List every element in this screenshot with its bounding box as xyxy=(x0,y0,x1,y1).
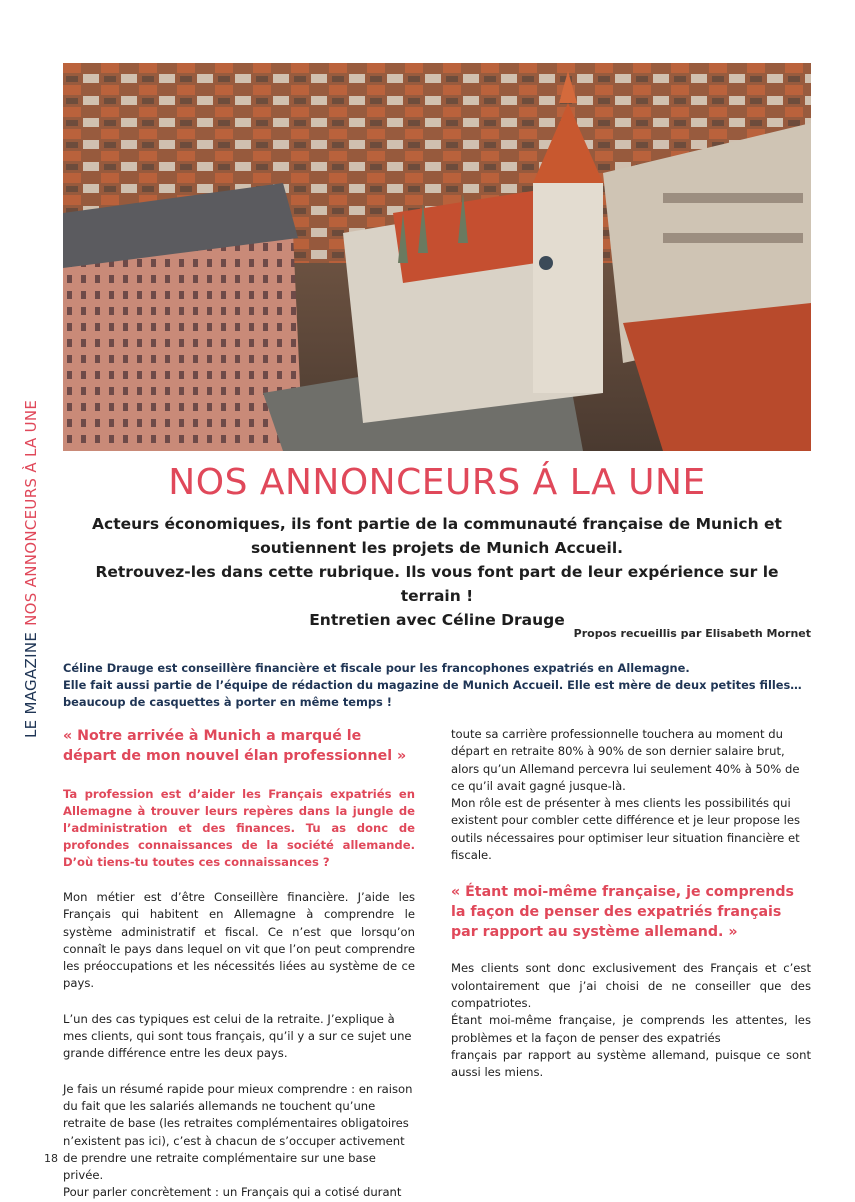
hero-photo xyxy=(63,63,811,451)
side-label-section: NOS ANNONCEURS À LA UNE xyxy=(22,399,40,626)
munich-cityscape-image xyxy=(63,63,811,451)
body-paragraph: français par rapport au système allemand, puisque ce sont aussi les miens. xyxy=(451,1047,811,1080)
body-paragraph: toute sa carrière professionnelle touchera au moment du départ en retraite 80% à 90% de son dernier salaire brut, alors qu’un Allemand percevra lui seulement 40% à 50% de ce qu’il avait gagné jusque-là. xyxy=(451,727,800,793)
interview-question: Ta profession est d’aider les Français expatriés en Allemagne à trouver leurs repères dans la jungle de l’administration et des finances. Tu as donc de profondes connaissances de la société allemande. D’où tiens-tu toutes ces connaissances ? xyxy=(63,787,415,869)
body-paragraph: Mon métier est d’être Conseillère financière. J’aide les Français qui habitent en Allemagne à comprendre le système administratif et fiscal. Ce n’est que lorsqu’on connaît le pays dans lequel on vit que l’on peut comprendre les préoccupations et les nécessités liées au système de ce pays. xyxy=(63,890,415,991)
body-paragraph: Pour parler concrètement : un Français qui a cotisé durant xyxy=(63,1185,402,1200)
body-paragraph: Étant moi-même française, je comprends les attentes, les problèmes et la façon de penser des expatriés xyxy=(451,1013,811,1045)
body-paragraph: Mes clients sont donc exclusivement des Français et c’est volontairement que j’ai choisi de ne conseiller que des compatriotes. xyxy=(451,961,811,1010)
body-paragraph: Je fais un résumé rapide pour mieux comprendre : en raison du fait que les salariés allemands ne touchent qu’une retraite de base (les retraites complémentaires obligatoires n’existent pas ici), c’est à chacun de s’occuper activement de prendre une retraite complémentaire sur une base privée. xyxy=(63,1081,413,1183)
side-label-magazine: LE MAGAZINE xyxy=(22,631,40,738)
pull-quote: « Notre arrivée à Munich a marqué le départ de mon nouvel élan professionnel » xyxy=(63,728,407,764)
body-paragraph: L’un des cas typiques est celui de la retraite. J’explique à mes clients, qui sont tous français, qu’il y a sur ce sujet une grande différence entre les deux pays. xyxy=(63,1011,412,1061)
intro-line: Entretien avec Céline Drauge xyxy=(309,611,565,629)
intro-line: Retrouvez-les dans cette rubrique. Ils vous font part de leur expérience sur le terrain ! xyxy=(95,563,779,605)
left-column xyxy=(63,726,415,1202)
right-column xyxy=(451,726,811,1081)
lead-line: Céline Drauge est conseillère financière et fiscale pour les francophones expatriés en Allemagne. xyxy=(63,661,690,675)
pull-quote: « Étant moi-même française, je comprends la façon de penser des expatriés français par rapport au système allemand. » xyxy=(451,884,794,941)
page-number: 18 xyxy=(44,1152,58,1165)
lead-paragraph xyxy=(63,660,813,711)
intro-block xyxy=(63,512,811,632)
page-headline: NOS ANNONCEURS Á LA UNE xyxy=(168,462,706,503)
body-paragraph: Mon rôle est de présenter à mes clients les possibilités qui existent pour combler cette différence et je leur propose les outils nécessaires pour optimiser leur situation financière et fiscale. xyxy=(451,796,801,863)
section-side-label xyxy=(22,400,40,738)
lead-line: Elle fait aussi partie de l’équipe de rédaction du magazine de Munich Accueil. Elle est mère de deux petites filles… beaucoup de casquettes à porter en même temps ! xyxy=(63,678,802,709)
intro-line: Acteurs économiques, ils font partie de la communauté française de Munich et soutiennent les projets de Munich Accueil. xyxy=(92,515,782,557)
byline: Propos recueillis par Elisabeth Mornet xyxy=(573,627,811,640)
